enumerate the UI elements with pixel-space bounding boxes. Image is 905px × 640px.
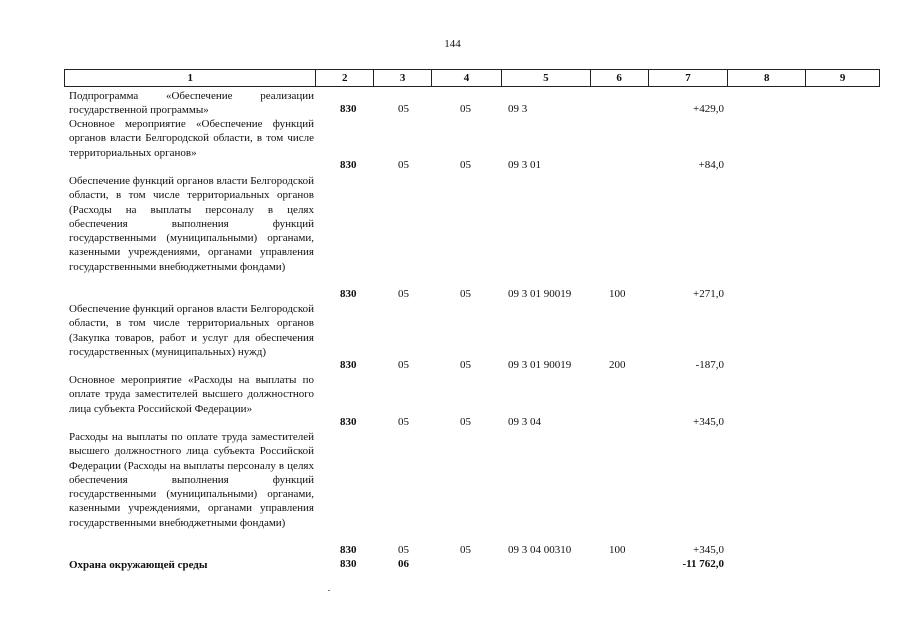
- cell-section: 05: [398, 159, 409, 171]
- header-col-3: 3: [374, 70, 432, 86]
- header-col-1: 1: [65, 70, 316, 86]
- header-col-8: 8: [728, 70, 806, 86]
- cell-admin: 830: [340, 359, 357, 371]
- cell-target: 09 3: [508, 103, 528, 115]
- cell-section: 05: [398, 416, 409, 428]
- row-description: Основное мероприятие «Расходы на выплаты по оплате труда заместителей высшего должностного лица субъекта Российской Федерации»: [69, 374, 314, 415]
- cell-amount: +429,0: [693, 103, 724, 115]
- cell-subsection: 05: [460, 288, 471, 300]
- cell-target: 09 3 04: [508, 416, 541, 428]
- cell-amount: -187,0: [695, 359, 724, 371]
- cell-expense-type: 200: [609, 359, 626, 371]
- cell-expense-type: 100: [609, 544, 626, 556]
- table-header: [64, 69, 880, 87]
- row-description: Основное мероприятие «Обеспечение функций органов власти Белгородской области, в том числе территориальных органов»: [69, 118, 314, 159]
- cell-subsection: 05: [460, 159, 471, 171]
- cell-admin: 830: [340, 544, 357, 556]
- cell-admin: 830: [340, 416, 357, 428]
- cell-amount: +271,0: [693, 288, 724, 300]
- header-col-7: 7: [649, 70, 729, 86]
- row-description: Охрана окружающей среды: [69, 559, 208, 571]
- header-col-5: 5: [502, 70, 591, 86]
- cell-subsection: 05: [460, 103, 471, 115]
- cell-section: 05: [398, 288, 409, 300]
- row-description: Обеспечение функций органов власти Белгородской области, в том числе территориальных органов (Расходы на выплаты персоналу в целях обеспечения выполнения функций государственными (муниципальными) органами, казенными учреждениями, органами управления государственными внебюджетными фондами): [69, 175, 314, 273]
- cell-section: 05: [398, 103, 409, 115]
- cell-section: 05: [398, 544, 409, 556]
- cell-subsection: 05: [460, 544, 471, 556]
- cell-target: 09 3 01: [508, 159, 541, 171]
- cell-target: 09 3 01 90019: [508, 359, 572, 371]
- header-col-4: 4: [432, 70, 502, 86]
- cell-expense-type: 100: [609, 288, 626, 300]
- cell-subsection: 05: [460, 359, 471, 371]
- cell-target: 09 3 01 90019: [508, 288, 572, 300]
- row-description: Расходы на выплаты по оплате труда заместителей высшего должностного лица субъекта Российской Федерации (Расходы на выплаты персоналу в целях обеспечения выполнения функций государственными (муниципальными) органами, казенными учреждениями, органами управления государственными внебюджетными фондами): [69, 431, 314, 529]
- row-description: Обеспечение функций органов власти Белгородской области, в том числе территориальных органов (Закупка товаров, работ и услуг для обеспечения государственных (муниципальных) нужд): [69, 303, 314, 358]
- cell-amount: +345,0: [693, 544, 724, 556]
- cell-admin: 830: [340, 103, 357, 115]
- cell-section: 05: [398, 359, 409, 371]
- cell-section: 06: [398, 558, 409, 570]
- page-number: 144: [444, 38, 461, 50]
- cell-target: 09 3 04 00310: [508, 544, 572, 556]
- cell-subsection: 05: [460, 416, 471, 428]
- cell-admin: 830: [340, 558, 357, 570]
- cell-amount: -11 762,0: [682, 558, 724, 570]
- header-col-6: 6: [591, 70, 649, 86]
- header-col-2: 2: [316, 70, 374, 86]
- header-col-9: 9: [839, 72, 846, 84]
- cell-amount: +345,0: [693, 416, 724, 428]
- cell-amount: +84,0: [698, 159, 724, 171]
- row-description: Подпрограмма «Обеспечение реализации государственной программы»: [69, 90, 314, 117]
- cell-admin: 830: [340, 288, 357, 300]
- scan-speck: [328, 590, 330, 591]
- cell-admin: 830: [340, 159, 357, 171]
